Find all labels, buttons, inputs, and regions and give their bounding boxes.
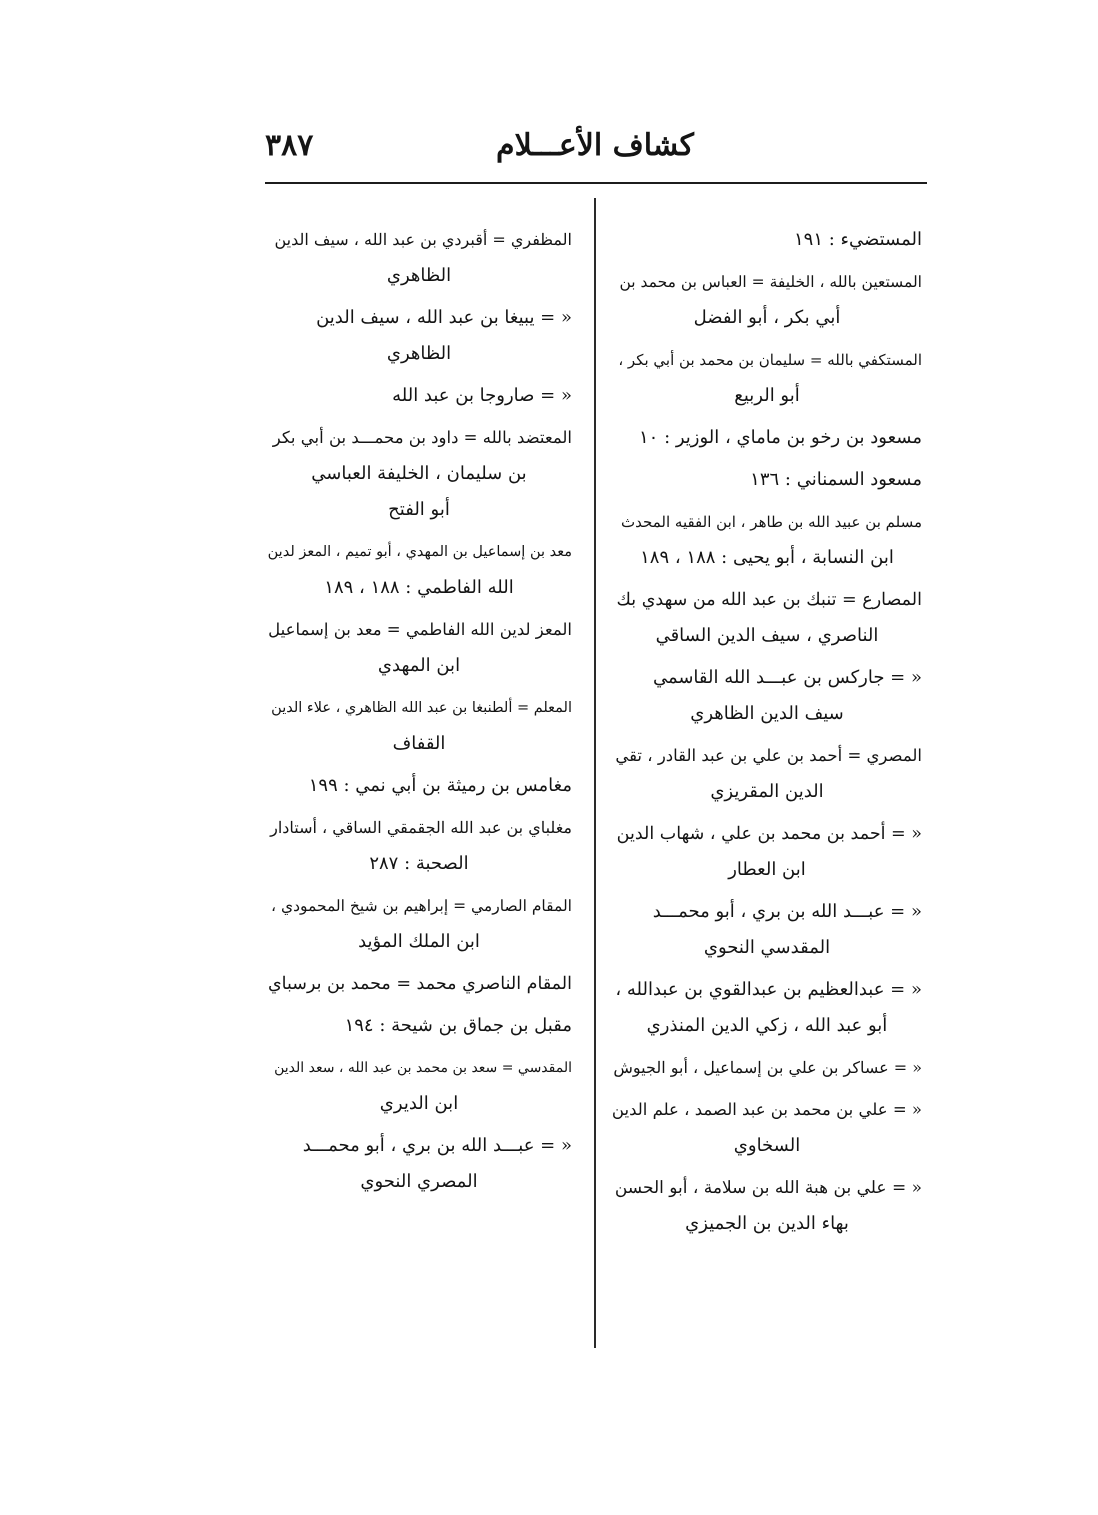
entry-heading-line: المصري = أحمد بن علي بن عبد القادر ، تقي	[615, 746, 922, 765]
entry-heading-line: المقدسي = سعد بن محمد بن عبد الله ، سعد الدين	[274, 1060, 572, 1076]
page-number: ٣٨٧	[265, 128, 314, 163]
entry-continuation-line: الناصري ، سيف الدين الساقي	[655, 625, 879, 646]
index-entry	[612, 972, 922, 1044]
index-entry	[612, 738, 922, 810]
page-header	[265, 128, 925, 180]
entry-continuation-line: أبو الربيع	[734, 385, 800, 406]
entry-heading-line: « = عساكر بن علي بن إسماعيل ، أبو الجيوش	[613, 1058, 922, 1077]
entry-heading-line: مسلم بن عبيد الله بن طاهر ، ابن الفقيه المحدث	[621, 513, 922, 531]
entry-continuation-line: بهاء الدين بن الجميزي	[685, 1213, 849, 1234]
entry-heading-line: مغلباي بن عبد الله الجقمقي الساقي ، أستادار	[270, 818, 572, 837]
entry-continuation-line: الدين المقريزي	[710, 781, 824, 802]
entry-continuation-line: بن سليمان ، الخليفة العباسي	[311, 463, 527, 484]
entry-heading-line: معد بن إسماعيل بن المهدي ، أبو تميم ، المعز لدين	[267, 544, 572, 560]
index-entry	[266, 222, 572, 294]
index-entry	[612, 462, 922, 498]
entry-continuation-line: أبي بكر ، أبو الفضل	[693, 307, 841, 328]
right-column	[612, 222, 922, 1248]
index-entry	[266, 1128, 572, 1200]
entry-heading-line: مغامس بن رميثة بن أبي نمي : ١٩٩	[308, 775, 572, 796]
entry-heading-line: المعتضد بالله = داود بن محمـــد بن أبي بكر	[272, 428, 572, 447]
entry-continuation-line: القفاف	[392, 733, 446, 754]
entry-continuation-line: ابن الديري	[379, 1093, 459, 1114]
entry-continuation-line: أبو عبد الله ، زكي الدين المنذري	[646, 1015, 888, 1036]
index-entry	[266, 966, 572, 1002]
entry-continuation-line: أبو الفتح	[388, 499, 450, 520]
page-title: كشاف الأعـــلام	[496, 128, 694, 163]
entry-continuation-line: ابن المهدي	[377, 655, 461, 676]
index-entry	[612, 894, 922, 966]
entry-heading-line: مسعود بن رخو بن ماماي ، الوزير : ١٠	[639, 427, 922, 448]
index-entry	[612, 582, 922, 654]
entry-continuation-line: الصحبة : ٢٨٧	[369, 853, 469, 874]
index-entry	[612, 264, 922, 336]
entry-heading-line: المعز لدين الله الفاطمي = معد بن إسماعيل	[268, 620, 572, 639]
entry-heading-line: المستكفي بالله = سليمان بن محمد بن أبي بكر ،	[618, 351, 922, 369]
entry-continuation-line: ابن العطار	[728, 859, 806, 880]
entry-continuation-line: ابن النسابة ، أبو يحيى : ١٨٨ ، ١٨٩	[640, 547, 894, 568]
index-entry	[266, 810, 572, 882]
index-entry	[266, 768, 572, 804]
index-entry	[266, 1008, 572, 1044]
index-entry	[266, 888, 572, 960]
entry-heading-line: المقام الناصري محمد = محمد بن برسباي	[267, 974, 572, 994]
entry-heading-line: المستضيء : ١٩١	[794, 229, 922, 250]
entry-heading-line: « = عبدالعظيم بن عبدالقوي بن عبدالله ،	[615, 979, 922, 1000]
entry-continuation-line: المقدسي النحوي	[703, 937, 831, 958]
entry-heading-line: « = عبـــد الله بن بري ، أبو محمـــد	[302, 1135, 572, 1156]
entry-continuation-line: المصري النحوي	[360, 1171, 478, 1192]
index-entry	[612, 1170, 922, 1242]
index-entry	[266, 690, 572, 762]
header-divider	[265, 182, 927, 184]
column-divider	[594, 198, 596, 1348]
left-column	[266, 222, 572, 1206]
index-entry	[612, 816, 922, 888]
index-entry	[266, 300, 572, 372]
entry-continuation-line: الظاهري	[386, 343, 452, 364]
entry-continuation-line: الله الفاطمي : ١٨٨ ، ١٨٩	[324, 577, 514, 598]
entry-heading-line: المقام الصارمي = إبراهيم بن شيخ المحمودي ،	[271, 897, 572, 915]
entry-heading-line: « = عبـــد الله بن بري ، أبو محمـــد	[652, 901, 922, 922]
index-entry	[266, 534, 572, 606]
entry-heading-line: مقبل بن جماق بن شيحة : ١٩٤	[344, 1015, 572, 1036]
entry-heading-line: المعلم = ألطنبغا بن عبد الله الظاهري ، علاء الدين	[271, 700, 572, 716]
index-entry	[612, 342, 922, 414]
entry-heading-line: « = أحمد بن محمد بن علي ، شهاب الدين	[616, 824, 922, 844]
entry-heading-line: « = صاروجا بن عبد الله	[392, 385, 572, 406]
index-entry	[612, 504, 922, 576]
index-entry	[266, 612, 572, 684]
entry-heading-line: المصارع = تنبك بن عبد الله من سهدي بك	[616, 590, 922, 610]
index-entry	[612, 1092, 922, 1164]
entry-heading-line: « = يبيغا بن عبد الله ، سيف الدين	[316, 307, 572, 328]
index-entry	[266, 420, 572, 528]
entry-continuation-line: ابن الملك المؤيد	[358, 931, 480, 952]
index-entry	[266, 1050, 572, 1122]
index-entry	[612, 1050, 922, 1086]
index-entry	[612, 222, 922, 258]
entry-heading-line: مسعود السمناني : ١٣٦	[750, 469, 922, 490]
entry-heading-line: المستعين بالله ، الخليفة = العباس بن محمد بن	[619, 273, 922, 291]
entry-heading-line: « = علي بن هبة الله بن سلامة ، أبو الحسن	[614, 1178, 922, 1198]
entry-continuation-line: السخاوي	[733, 1135, 801, 1156]
index-entry	[266, 378, 572, 414]
index-entry	[612, 420, 922, 456]
entry-continuation-line: سيف الدين الظاهري	[690, 703, 844, 724]
entry-heading-line: « = علي بن محمد بن عبد الصمد ، علم الدين	[611, 1100, 922, 1119]
entry-heading-line: المظفري = أقبردي بن عبد الله ، سيف الدين	[274, 230, 572, 249]
entry-heading-line: « = جاركس بن عبـــد الله القاسمي	[652, 667, 922, 688]
entry-continuation-line: الظاهري	[386, 265, 452, 286]
index-entry	[612, 660, 922, 732]
